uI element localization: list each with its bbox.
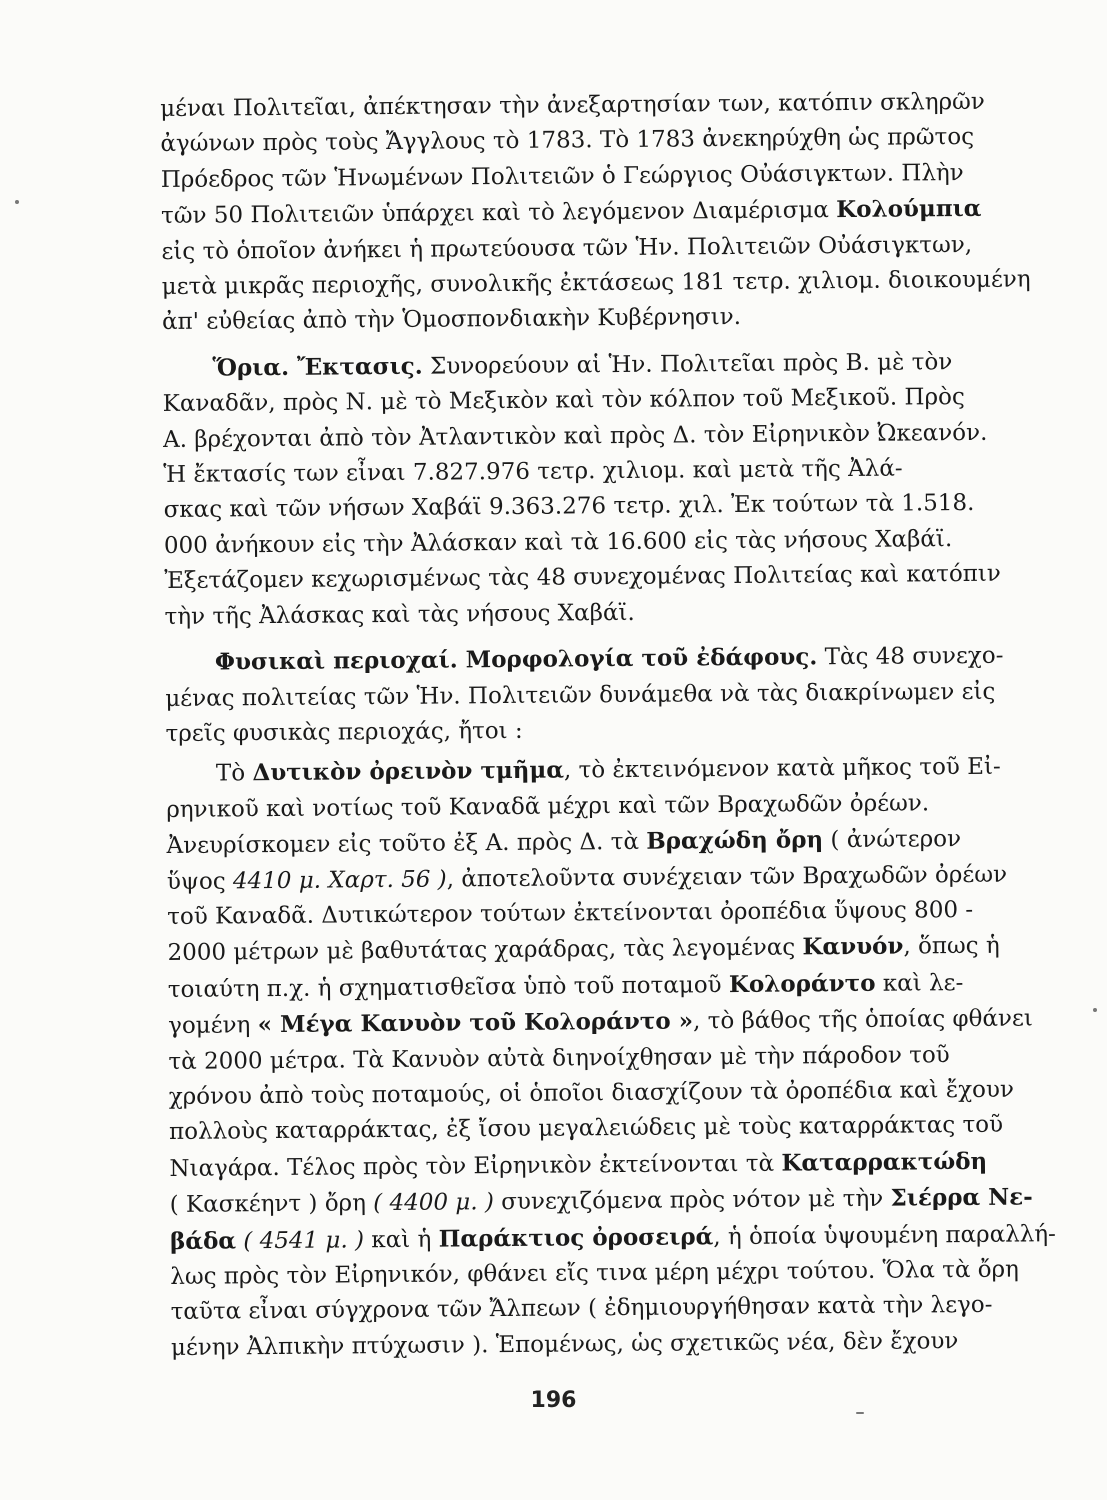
paragraph-western-mountains — [166, 749, 1056, 1366]
text-segment: Τὰς 48 συνεχο- — [817, 642, 1004, 671]
text-segment: ( Κασκέηντ ) ὄρη — [169, 1190, 374, 1219]
paper-speck — [856, 1412, 864, 1414]
text-segment: Συνορεύουν αἱ Ἡν. Πολιτεῖαι πρὸς Β. μὲ τὸν — [422, 348, 953, 380]
text-segment: Ἀνευρίσκομεν εἰς τοῦτο ἐξ Α. πρὸς Δ. τὰ — [166, 828, 647, 860]
text-line: Α. βρέχονται ἀπὸ τὸν Ἀτλαντικὸν καὶ πρὸς Δ. τὸν Εἰρηνικὸν Ὠκεανόν. — [162, 419, 988, 453]
text-line: τρεῖς φυσικὰς περιοχάς, ἤτοι : — [165, 717, 523, 747]
text-segment: ( ἀνώτερον — [823, 826, 962, 854]
text-line: 000 ἀνήκουν εἰς τὴν Ἀλάσκαν καὶ τὰ 16.600 εἰς τὰς νήσους Χαβάϊ. — [163, 525, 953, 559]
term-coast-range: Παράκτιος ὀροσειρά — [438, 1222, 714, 1253]
text-line: ρηνικοῦ καὶ νοτίως τοῦ Καναδᾶ μέχρι καὶ τῶν Βραχωδῶν ὀρέων. — [166, 790, 930, 823]
text-line: τὰ 2000 μέτρα. Τὰ Κανυὸν αὐτὰ διηνοίχθησαν μὲ τὴν πάροδον τοῦ — [168, 1041, 950, 1075]
paragraph-physical-regions — [165, 638, 1021, 753]
section-heading-borders: Ὅρια. Ἔκτασις. — [212, 352, 423, 382]
text-segment: , ἡ ὁποία ὑψουμένη παραλλή- — [713, 1220, 1056, 1250]
text-segment: , τὸ βάθος τῆς ὁποίας φθάνει — [692, 1005, 1034, 1035]
text-segment: ὕψος — [166, 867, 234, 895]
term-sierra-nevada-end: βάδα — [169, 1226, 237, 1255]
text-line: μένην Ἀλπικὴν πτύχωσιν ). Ἑπομένως, ὡς σχετικῶς νέα, δὲν ἔχουν — [170, 1327, 959, 1361]
text-line: Ἡ ἔκτασίς των εἶναι 7.827.976 τετρ. χιλιομ. καὶ μετὰ τῆς Ἀλά- — [163, 455, 903, 489]
page-number: 196 — [530, 1388, 577, 1413]
term-western-region: Δυτικὸν ὀρεινὸν τμῆμα — [252, 756, 565, 787]
text-line: ταῦτα εἶναι σύγχρονα τῶν Ἄλπεων ( ἐδημιουργήθησαν κατὰ τὴν λεγο- — [170, 1292, 993, 1326]
text-line: σκας καὶ τῶν νήσων Χαβάϊ 9.363.276 τετρ. χιλ. Ἐκ τούτων τὰ 1.518. — [163, 490, 975, 524]
text-line: Ἐξετάζομεν κεχωρισμένως τὰς 48 συνεχομένας Πολιτείας καὶ κατόπιν — [164, 560, 1001, 595]
term-columbia: Κολούμπια — [836, 195, 982, 224]
text-line: πολλοὺς καταρράκτας, ἐξ ἴσου μεγαλειώδεις μὲ τοὺς καταρράκτας τοῦ — [168, 1112, 1004, 1146]
text-segment: Νιαγάρα. Τέλος πρὸς τὸν Εἰρηνικὸν ἐκτείνονται τὰ — [169, 1150, 782, 1182]
section-heading-regions: Φυσικαὶ περιοχαί. Μορφολογία τοῦ ἐδάφους. — [214, 643, 818, 676]
text-line: εἰς τὸ ὁποῖον ἀνήκει ἡ πρωτεύουσα τῶν Ἡν. Πολιτειῶν Οὐάσιγκτων, — [161, 231, 973, 265]
text-line: ἀπ' εὐθείας ἀπὸ τὴν Ὁμοσπονδιακὴν Κυβέρνησιν. — [161, 304, 742, 336]
term-sierra-nevada: Σιέρρα Νε- — [890, 1183, 1033, 1212]
text-line: ἀγώνων πρὸς τοὺς Ἄγγλους τὸ 1783. Τὸ 1783 ἀνεκηρύχθη ὡς πρῶτος — [160, 124, 975, 158]
text-line: μέναι Πολιτεῖαι, ἀπέκτησαν τὴν ἀνεξαρτησίαν των, κατόπιν σκληρῶν — [160, 88, 985, 122]
text-line: Καναδᾶν, πρὸς Ν. μὲ τὸ Μεξικὸν καὶ τὸν κόλπον τοῦ Μεξικοῦ. Πρὸς — [162, 384, 965, 418]
term-colorado: Κολοράντο — [728, 969, 876, 998]
text-segment: γομένη — [168, 1012, 258, 1040]
text-line: χρόνου ἀπὸ τοὺς ποταμούς, οἱ ὁποῖοι διασχίζουν τὰ ὀροπέδια καὶ ἔχουν — [168, 1076, 1015, 1110]
text-segment: 2000 μέτρων μὲ βαθυτάτας χαράδρας, τὰς λεγομένας — [167, 934, 803, 967]
text-segment: τῶν 50 Πολιτειῶν ὑπάρχει καὶ τὸ λεγόμενον Διαμέρισμα — [160, 197, 837, 230]
term-cascade-range: Καταρρακτώδη — [781, 1147, 988, 1177]
paper-speck — [1093, 1008, 1097, 1012]
term-grand-canyon: « Μέγα Κανυὸν τοῦ Κολοράντο » — [257, 1007, 694, 1039]
text-line: τοῦ Καναδᾶ. Δυτικώτερον τούτων ἐκτείνονται ὀροπέδια ὕψους 800 - — [167, 896, 974, 930]
text-segment: συνεχιζόμενα πρὸς νότον μὲ τὴν — [493, 1185, 891, 1216]
paragraph-borders-area — [162, 343, 1019, 635]
text-line: μετὰ μικρᾶς περιοχῆς, συνολικῆς ἐκτάσεως 181 τετρ. χιλιομ. διοικουμένη — [161, 266, 1031, 301]
height-reference: ( 4400 μ. ) — [373, 1189, 495, 1217]
text-line: λως πρὸς τὸν Εἰρηνικόν, φθάνει εἴς τινα μέρη μέχρι τούτου. Ὅλα τὰ ὄρη — [170, 1256, 1020, 1290]
text-segment: καὶ ἡ — [363, 1226, 439, 1253]
height-reference: 4410 μ. Χαρτ. 56 ) — [232, 866, 447, 894]
text-line: μένας πολιτείας τῶν Ἡν. Πολιτειῶν δυνάμεθα νὰ τὰς διακρίνωμεν εἰς — [165, 678, 996, 712]
text-segment: Τὸ — [215, 760, 253, 787]
text-segment: , ἀποτελοῦντα συνέχειαν τῶν Βραχωδῶν ὀρέων — [446, 861, 1008, 893]
term-rocky-mountains: Βραχώδη ὄρη — [646, 826, 824, 855]
paper-speck — [15, 200, 19, 204]
text-segment: τοιαύτη π.χ. ἡ σχηματισθεῖσα ὑπὸ τοῦ ποταμοῦ — [167, 971, 730, 1003]
text-segment: , ὅπως ἡ — [903, 933, 1000, 960]
paragraph-intro — [160, 85, 1031, 341]
term-canyon: Κανυόν — [802, 932, 904, 961]
text-line: τὴν τῆς Ἀλάσκας καὶ τὰς νήσους Χαβάϊ. — [164, 599, 635, 630]
height-reference: ( 4541 μ. ) — [235, 1226, 365, 1254]
text-segment: καὶ λε- — [875, 969, 964, 997]
text-segment: , τὸ ἐκτεινόμενον κατὰ μῆκος τοῦ Εἰ- — [563, 754, 1001, 784]
body-text — [160, 85, 1056, 1367]
text-line: Πρόεδρος τῶν Ἡνωμένων Πολιτειῶν ὁ Γεώργιος Οὐάσιγκτων. Πλὴν — [160, 159, 964, 193]
